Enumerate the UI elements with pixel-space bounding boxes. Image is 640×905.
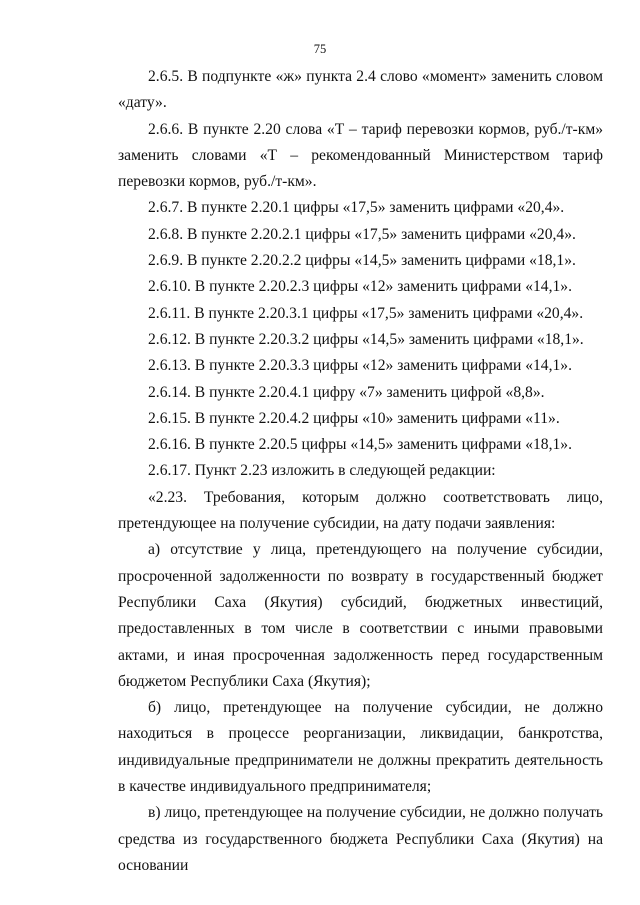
paragraph-2-6-11: 2.6.11. В пункте 2.20.3.1 цифры «17,5» заменить цифрами «20,4». bbox=[148, 304, 584, 322]
document-body bbox=[118, 64, 603, 879]
paragraph-2-6-5: 2.6.5. В подпункте «ж» пункта 2.4 слово «момент» заменить словом «дату». bbox=[118, 68, 603, 112]
paragraph-item-v: в) лицо, претендующее на получение субсидии, не должно получать средства из государственного бюджета Республики Саха (Якутия) на основании bbox=[118, 804, 603, 874]
paragraph-2-23-heading: «2.23. Требования, которым должно соответствовать лицо, претендующее на получение субсидии, на дату подачи заявления: bbox=[118, 488, 603, 533]
paragraph-2-6-14: 2.6.14. В пункте 2.20.4.1 цифру «7» заменить цифрой «8,8». bbox=[148, 383, 545, 401]
paragraph-2-6-10: 2.6.10. В пункте 2.20.2.3 цифры «12» заменить цифрами «14,1». bbox=[148, 278, 572, 296]
paragraph-2-6-12: 2.6.12. В пункте 2.20.3.2 цифры «14,5» заменить цифрами «18,1». bbox=[148, 330, 584, 348]
paragraph-2-6-6: 2.6.6. В пункте 2.20 слова «Т – тариф перевозки кормов, руб./т-км» заменить словами «Т – рекомендованный Министерством тариф перевозки кормов, руб./т-км». bbox=[118, 120, 603, 191]
paragraph-2-6-9: 2.6.9. В пункте 2.20.2.2 цифры «14,5» заменить цифрами «18,1». bbox=[148, 252, 576, 270]
paragraph-item-a: а) отсутствие у лица, претендующего на получение субсидии, просроченной задолженности по возврату в государственный бюджет Республики Саха (Якутия) субсидий, бюджетных инвестиций, предоставленных в том числе в соответствии с иными правовыми актами, и иная просроченная задолженность перед государственным бюджетом Республики Саха (Якутия); bbox=[118, 541, 603, 690]
paragraph-2-6-8: 2.6.8. В пункте 2.20.2.1 цифры «17,5» заменить цифрами «20,4». bbox=[148, 225, 576, 243]
page-number: 75 bbox=[313, 42, 327, 56]
paragraph-2-6-16: 2.6.16. В пункте 2.20.5 цифры «14,5» заменить цифрами «18,1». bbox=[148, 436, 572, 454]
paragraph-2-6-13: 2.6.13. В пункте 2.20.3.3 цифры «12» заменить цифрами «14,1». bbox=[148, 357, 572, 375]
paragraph-2-6-15: 2.6.15. В пункте 2.20.4.2 цифры «10» заменить цифрами «11». bbox=[148, 409, 560, 427]
paragraph-2-6-17: 2.6.17. Пункт 2.23 изложить в следующей редакции: bbox=[148, 462, 496, 480]
paragraph-item-b: б) лицо, претендующее на получение субсидии, не должно находиться в процессе реорганизации, ликвидации, банкротства, индивидуальные предприниматели не должны прекратить деятельность в качестве индивидуального предпринимателя; bbox=[118, 699, 603, 796]
paragraph-2-6-7: 2.6.7. В пункте 2.20.1 цифры «17,5» заменить цифрами «20,4». bbox=[148, 199, 565, 217]
